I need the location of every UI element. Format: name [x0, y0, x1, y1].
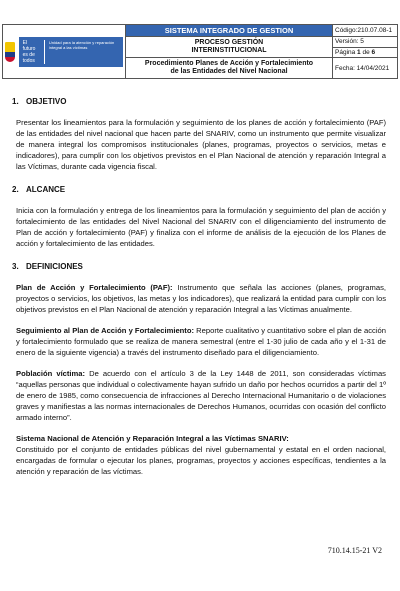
document-header — [2, 24, 398, 79]
logo-line2: es de todos — [22, 51, 35, 64]
definition-text: Constituido por el conjunto de entidades públicas del nivel gubernamental y estatal en el orden nacional, encargadas de formular o ejecutar los planes, programas, proyectos y acciones específicas, tendientes a la atención y reparación de las víctimas. — [16, 445, 386, 476]
section-heading: 1. OBJETIVO — [12, 97, 67, 106]
definition-item — [16, 368, 386, 423]
definition-item — [16, 282, 386, 315]
definition-term: Plan de Acción y Fortalecimiento (PAF): — [16, 283, 173, 292]
section-paragraph: Presentar los lineamientos para la formulación y seguimiento de los planes de acción y fortalecimiento (PAF) de las entidades del nivel nacional que hacen parte del SNARIV, como un instrumento que permite visualizar de manera integral los compromisos institucionales (planes, programas, proyectos o servicios, metas e indicadores), para cumplir con los objetivos previstos en el Plan Nacional de atención y reparación Integral a las Víctimas, durante cada vigencia fiscal. — [16, 118, 386, 171]
page-number: Página 1 de 6 — [333, 47, 398, 58]
document-date: Fecha: 14/04/2021 — [333, 58, 398, 79]
definition-text: De acuerdo con el artículo 3 de la Ley 1448 de 2011, son consideradas víctimas “aquellas personas que individual o colectivamente hayan sufrido un daño por hechos ocurridos a partir del 1º de enero de 1985, como consecuencia de infracciones al Derecho Internacional Humanitario o de violaciones graves y manifiestas a las normas internacionales de Derechos Humanos, ocurridas con ocasión del conflicto armado interno”. — [16, 369, 386, 422]
definition-item — [16, 433, 386, 477]
section-paragraph: Inicia con la formulación y entrega de los lineamientos para la formulación y seguimiento del plan de acción y fortalecimiento de las entidades del Nivel Nacional del SNARIV con el diligenciamiento del instrumento de Plan de acción y fortalecimiento (PAF) y finaliza con el informe de análisis de la ejecución de los Planes de acción y fortalecimiento de las entidades. — [16, 206, 386, 248]
document-code: Código:210.07.08-1 — [333, 25, 398, 37]
logo — [19, 37, 123, 67]
process-name: PROCESO GESTIÓN INTERINSTITUCIONAL — [126, 37, 333, 58]
section-heading: 3. DEFINICIONES — [12, 262, 83, 271]
procedure-name: Procedimiento Planes de Acción y Fortalecimiento de las Entidades del Nivel Nacional — [126, 58, 333, 79]
definition-term: Población víctima: — [16, 369, 86, 378]
logo-cell — [3, 25, 126, 79]
coat-of-arms-icon — [5, 42, 15, 62]
definition-text: Instrumento que señala las acciones (planes, programas, proyectos o servicios, los objetivos, las metas y los indicadores), que realizará la entidad para cumplir con los objetivos previstos en el Plan Nacional de atención y reparación Integral a las Víctimas anualmente. — [16, 283, 386, 314]
definition-term: Seguimiento al Plan de Acción y Fortalecimiento: — [16, 326, 195, 335]
system-name: SISTEMA INTEGRADO DE GESTION — [126, 25, 333, 37]
definition-term: Sistema Nacional de Atención y Reparación Integral a las Víctimas SNARIV: — [16, 434, 289, 443]
document-version: Versión: 5 — [333, 37, 398, 48]
logo-subtitle: Unidad para la atención y reparación integral a las víctimas — [44, 40, 119, 64]
definition-item — [16, 325, 386, 358]
footer-code: 710.14.15-21 V2 — [327, 546, 382, 555]
definition-text: Reporte cualitativo y cuantitativo sobre el plan de acción y fortalecimiento formulado que se realiza de manera semestral (entre el 1-30 julio de cada año y el 1-31 de enero de la siguiente vigencia) a través del instrumento diseñado para el diligenciamiento. — [16, 326, 386, 357]
logo-line1: El futuro — [22, 39, 36, 52]
section-heading: 2. ALCANCE — [12, 185, 66, 194]
document-body — [12, 96, 386, 487]
